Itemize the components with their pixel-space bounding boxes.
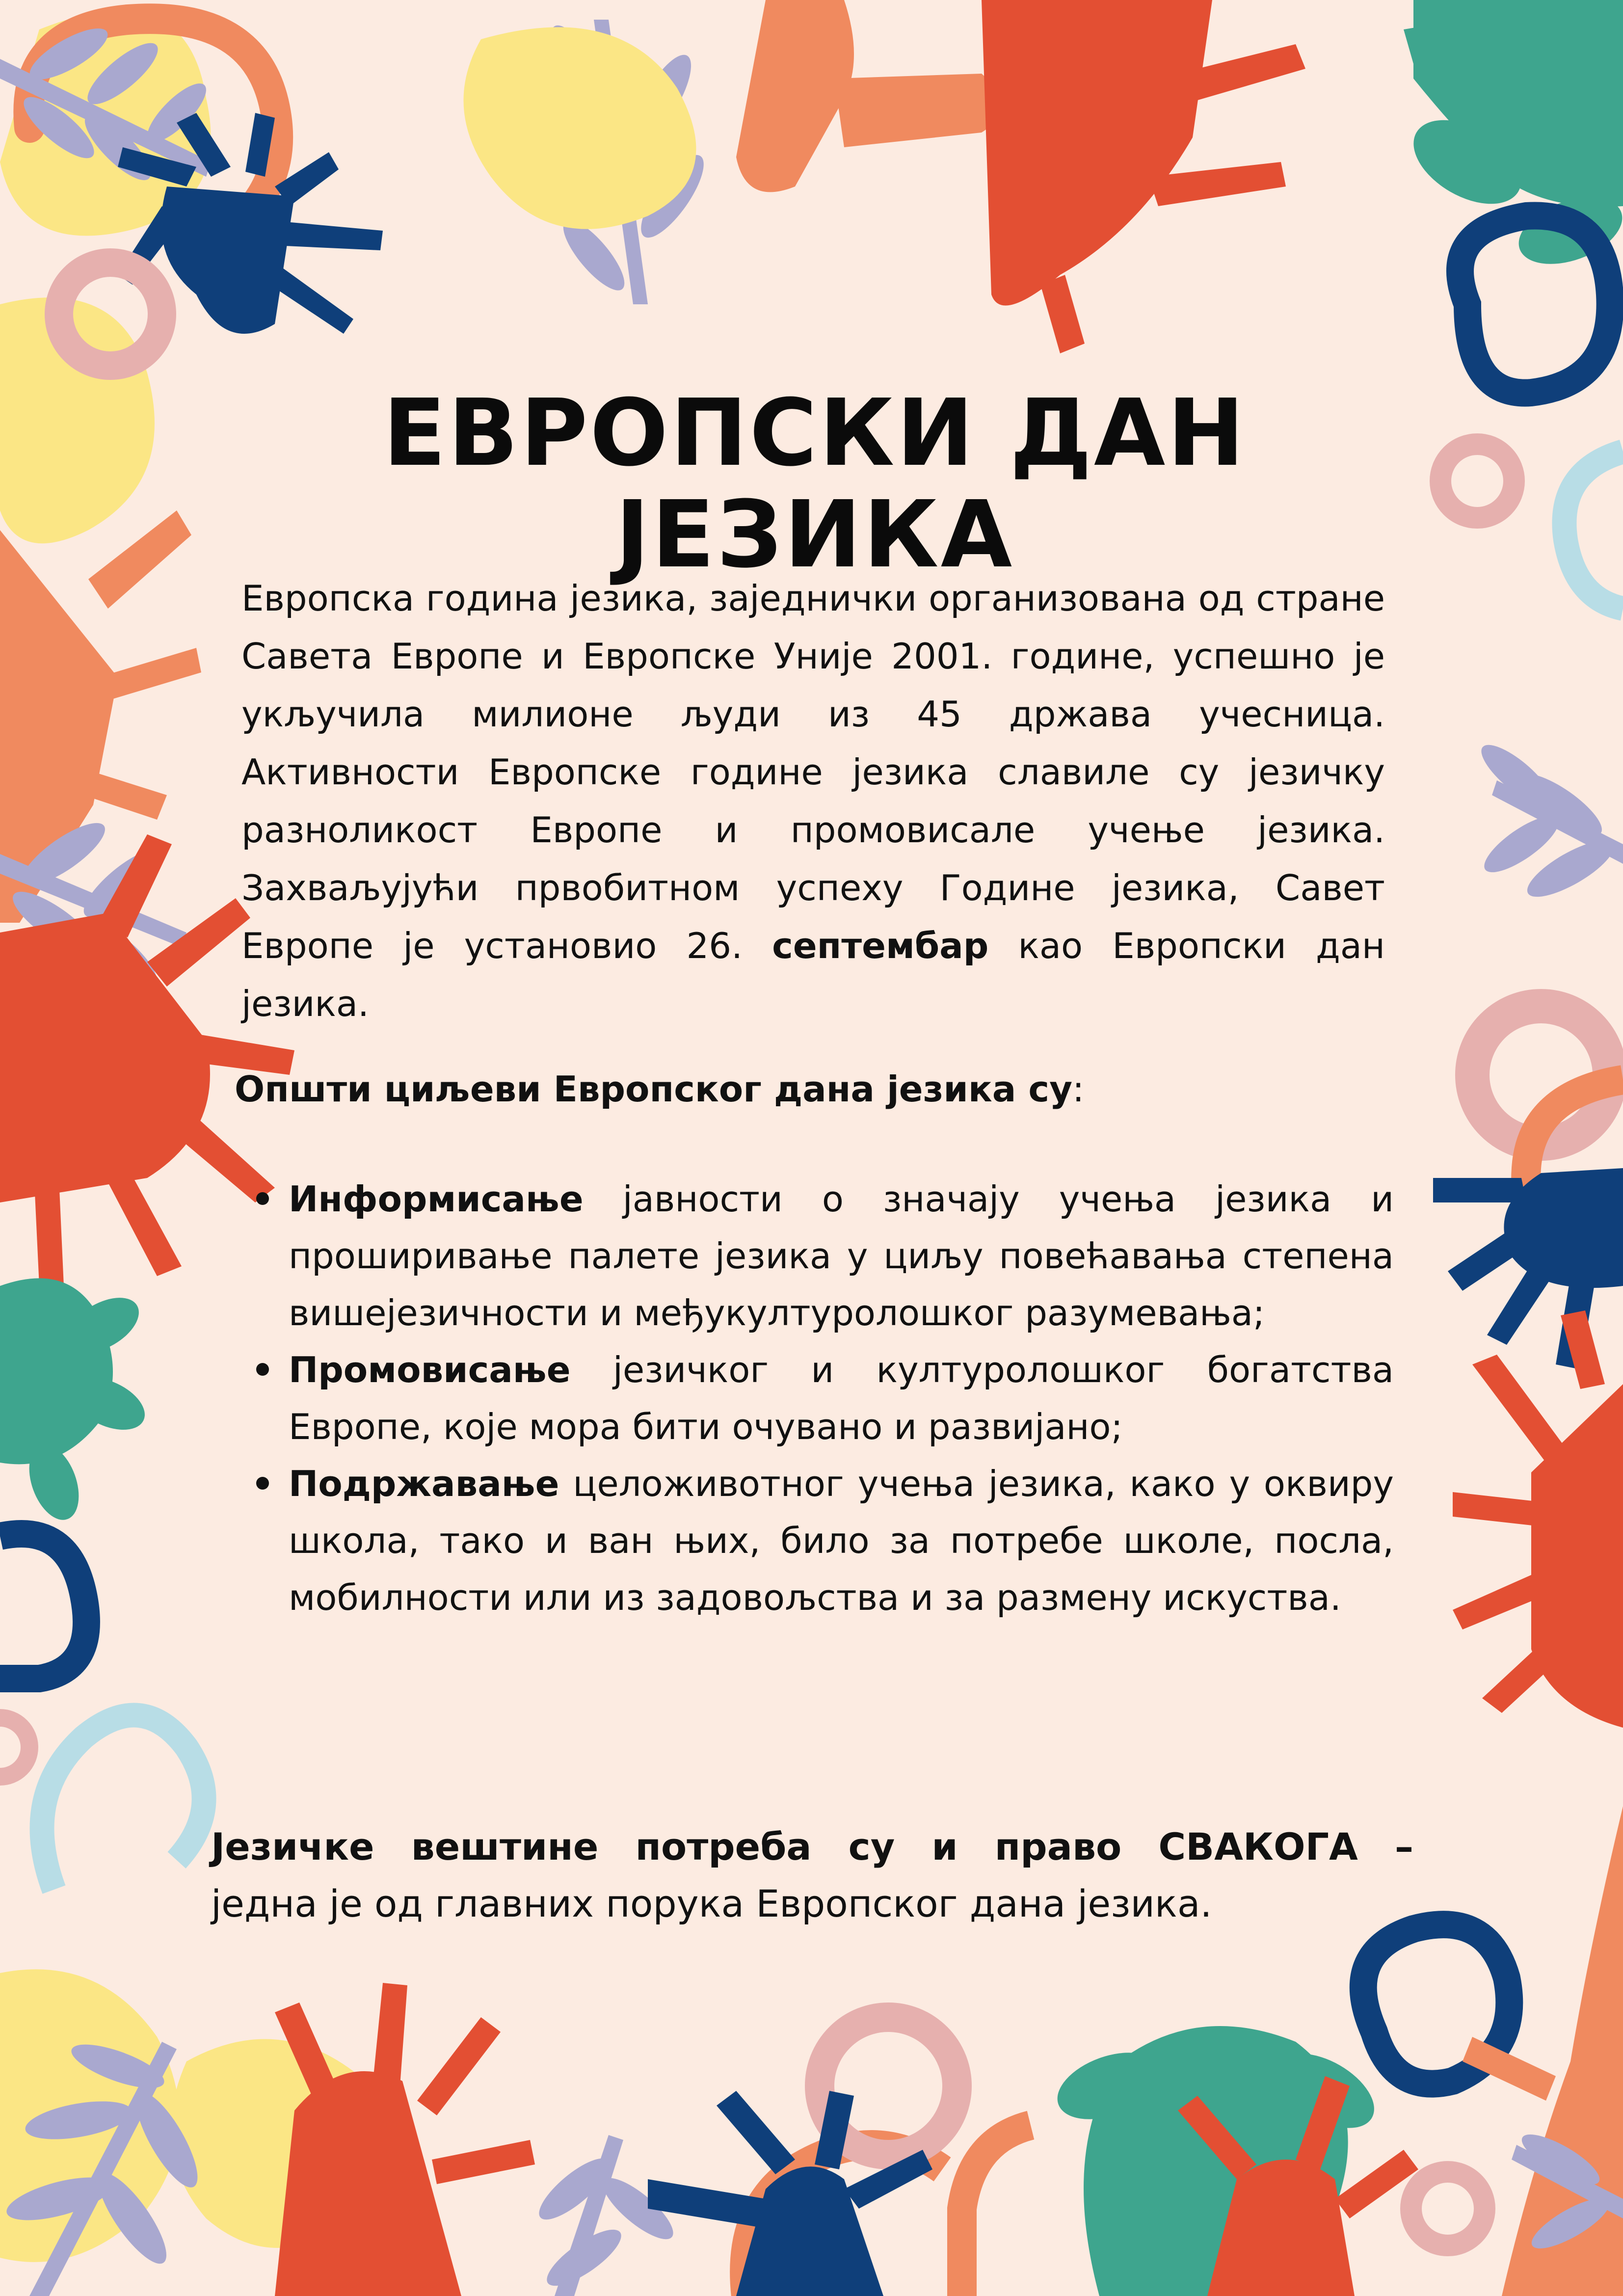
intro-paragraph: Европска година језика, заједнички организована од стране Савета Европе и Европске Уније 2001. године, успешно је укључила милионе људи из 45 држава учесница. Активности Европске године језика славиле су језичку разноликост Европе и промовисале учење језика. Захваљујући првобитном успеху Године језика, Савет Европе је установио 26. септембар као Европски дан језика. xyxy=(241,578,1385,1024)
bullet-icon xyxy=(256,1192,269,1205)
goals-list xyxy=(245,1171,1394,1626)
closing-line: једна је од главних порука Европског дана језика. xyxy=(211,1882,1212,1925)
page-title: ЕВРОПСКИ ДАН ЈЕЗИКА xyxy=(383,379,1247,588)
list-item: Промовисање језичког и културолошког богатства Европе, које мора бити очувано и развијано; xyxy=(245,1341,1394,1455)
goals-heading: Општи циљеви Европског дана језика су: xyxy=(235,1068,1085,1110)
list-item: Информисање јавности о значају учења језика и проширивање палете језика у циљу повећавања степена вишејезичности и међукултуролошког разумевања; xyxy=(245,1171,1394,1341)
bullet-icon xyxy=(256,1477,269,1490)
closing-line-bold: Језичке вештине потреба су и право СВАКОГА – xyxy=(211,1825,1413,1869)
closing-message xyxy=(211,1818,1413,1932)
highlighted-date: септембар xyxy=(772,925,989,966)
bullet-icon xyxy=(256,1363,269,1376)
list-item: Подржавање целоживотног учења језика, како у оквиру школа, тако и ван њих, било за потребе школе, посла, мобилности или из задовољства и за размену искуства. xyxy=(245,1455,1394,1626)
